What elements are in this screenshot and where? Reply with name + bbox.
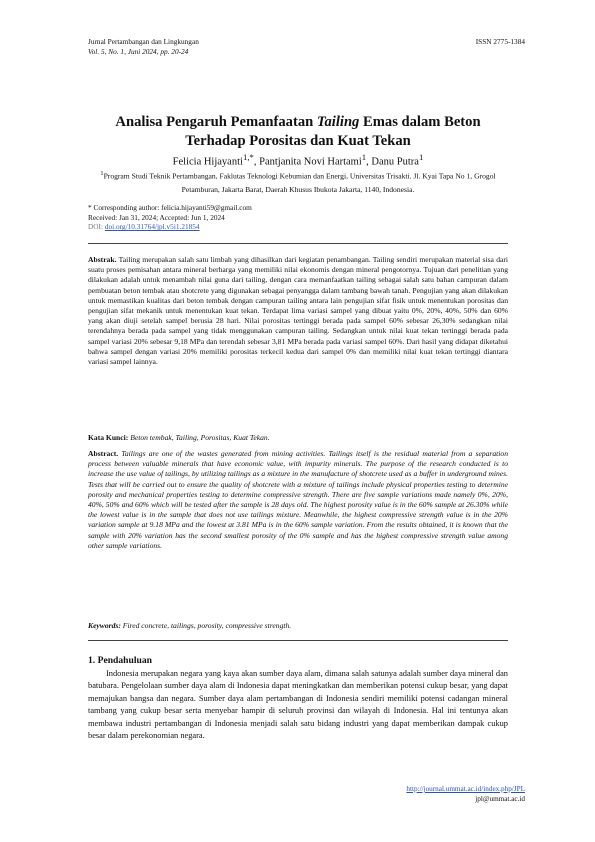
affiliation	[88, 167, 508, 196]
author-affil-mark: 1	[361, 152, 367, 162]
doi-line	[88, 222, 252, 232]
abstract-text: Tailings are one of the wastes generated from mining activities. Tailings itself is the residual material from a separation process between valuable minerals that have economic value, with impurity minerals. The purpose of the research conducted is to increase the use value of tailings, by utilizing tailings as a mixture in the manufacture of shotcrete used as a buffer in underground mines. Tests that will be carried out to ensure the quality of shotcrete with a mixture of tailings include physical properties testing to determine porosity and mechanical properties testing to determine compressive strength. There are five sample variations made namely 0%, 20%, 40%, 50% and 60% which will be tested after the sample is 28 days old. The highest porosity value is in the 60% sample at 26.30% while the lowest value is in the sample that does not use tailings mixture. Meanwhile, the highest compressive strength value is in the 20% variation sample at 9.18 MPa and the lowest at 3.81 MPa is in the 60% sample variation. From the results obtained, it is known that the sample with 20% variation has the second smallest porosity of the 0% sample and has the highest compressive strength value among other sample variations.	[88, 449, 508, 550]
author-name: Felicia Hijayanti	[172, 156, 243, 168]
divider	[88, 640, 508, 641]
journal-header	[88, 37, 199, 57]
title-part: Analisa Pengaruh Pemanfaatan	[115, 114, 317, 130]
journal-email: jpl@ummat.ac.id	[475, 795, 525, 803]
doi-label: DOI:	[88, 222, 105, 232]
journal-name: Jurnal Pertambangan dan Lingkungan	[88, 37, 199, 46]
keywords	[88, 621, 508, 631]
affiliation-mark: 1	[100, 170, 104, 177]
keywords-text: Fired concrete, tailings, porosity, compressive strength.	[120, 621, 292, 630]
article-meta	[88, 203, 252, 232]
page-footer	[406, 784, 525, 804]
journal-volume: Vol. 5, No. 1, Juni 2024, pp. 20-24	[88, 47, 189, 56]
abstrak-text: Tailing merupakan salah satu limbah yang dihasilkan dari kegiatan penambangan. Tailing sendiri merupakan material sisa dari suatu proses pemisahan antara mineral berharga yang memiliki nilai ekonomis dengan mineral pengotornya. Tujuan dari penelitian yang dilakukan adalah untuk menambah nilai guna dari tailing, dengan cara memanfaatkan tailing sebagai salah satu bahan campuran dalam pembuatan beton tembak atau shotcrete yang digunakan sebagai penyangga dalam tambang bawah tanah. Pengujian yang akan dilakukan untuk memastikan kualitas dari beton tembak dengan campuran tailing antara lain pengujian sifat fisik untuk menentukan porositas dan pengujian sifat mekanik untuk menentukan kuat tekan. Terdapat lima variasi sampel yang dibuat yaitu 0%, 20%, 40%, 50% dan 60% yang akan diuji setelah sampel berusia 28 hari. Nilai porositas tertinggi berada pada sampel 60% sebesar 26,30% sedangkan nilai terendahnya berada pada sampel yang tidak menggunakan campuran tailing. Sedangkan untuk nilai kuat tekan tertinggi berada pada sampel variasi 20% sebesar 9,18 MPa dan terendah sebesar 3,81 MPa berada pada variasi sampel 60%. Dari hasil yang didapat diketahui bahwa sampel dengan variasi 20% memiliki porositas terkecil kedua dari sampel 0% dan memiliki nilai kuat tekan tertinggi diantara variasi sampel lainnya.	[88, 255, 508, 367]
abstrak-paragraph	[88, 255, 508, 367]
body-paragraph: Indonesia merupakan negara yang kaya akan sumber daya alam, dimana salah satunya adalah sumber daya mineral dan batubara. Pengelolaan sumber daya alam di Indonesia dapat meningkatkan dan memberikan potensi cukup besar, yang dapat memajukan bangsa dan negara. Sumber daya alam pertambangan di Indonesia sendiri memiliki potensi cadangan mineral tambang yang cukup besar serta menyebar hampir di seluruh provinsi dan wilayah di Indonesia. Hal ini tentunya akan membawa industri pertambangan di Indonesia menjadi salah satu bidang industri yang dapat memberikan dampak cukup besar dalam perekonomian negara.	[88, 669, 508, 741]
author-affil-mark: 1	[418, 152, 424, 162]
title-italic-word: Tailing	[316, 114, 360, 130]
author-affil-mark: 1,*	[242, 152, 254, 162]
author-name: , Danu Putra	[366, 156, 419, 168]
keywords-label: Keywords:	[88, 621, 121, 630]
section-heading: 1. Pendahuluan	[88, 655, 152, 666]
title-line-2: Terhadap Porositas dan Kuat Tekan	[185, 133, 411, 149]
corresponding-author: * Corresponding author: felicia.hijayanti59@gmail.com	[88, 203, 252, 212]
abstrak-label: Abstrak.	[88, 255, 117, 264]
abstract-paragraph	[88, 449, 508, 551]
kata-kunci-label: Kata Kunci:	[88, 433, 129, 442]
author-name: , Pantjanita Novi Hartami	[253, 156, 362, 168]
doi-link[interactable]: doi.org/10.31764/jpl.v5i1.21854	[104, 222, 200, 232]
journal-url-link[interactable]: http://journal.ummat.ac.id/index.php/JPL	[406, 785, 525, 793]
affiliation-text: Program Studi Teknik Pertambangan, Faklutas Teknologi Kebumian dan Energi, Universitas Trisakti. Jl. Kyai Tapa No 1, Grogol Petamburan, Jakarta Barat, Daerah Khusus Ibukota Jakarta, 1140, Indonesia.	[103, 171, 496, 194]
author-list	[88, 152, 508, 168]
paper-title	[90, 113, 506, 151]
issn: ISSN 2775-1384	[475, 37, 525, 46]
divider	[88, 243, 508, 244]
title-part: Emas dalam Beton	[359, 114, 481, 130]
article-dates: Received: Jan 31, 2024; Accepted: Jun 1, 2024	[88, 212, 225, 222]
abstract-label: Abstract.	[88, 449, 119, 458]
kata-kunci-text: Beton tembak, Tailing, Porositas, Kuat Tekan.	[128, 433, 270, 442]
kata-kunci	[88, 433, 508, 443]
